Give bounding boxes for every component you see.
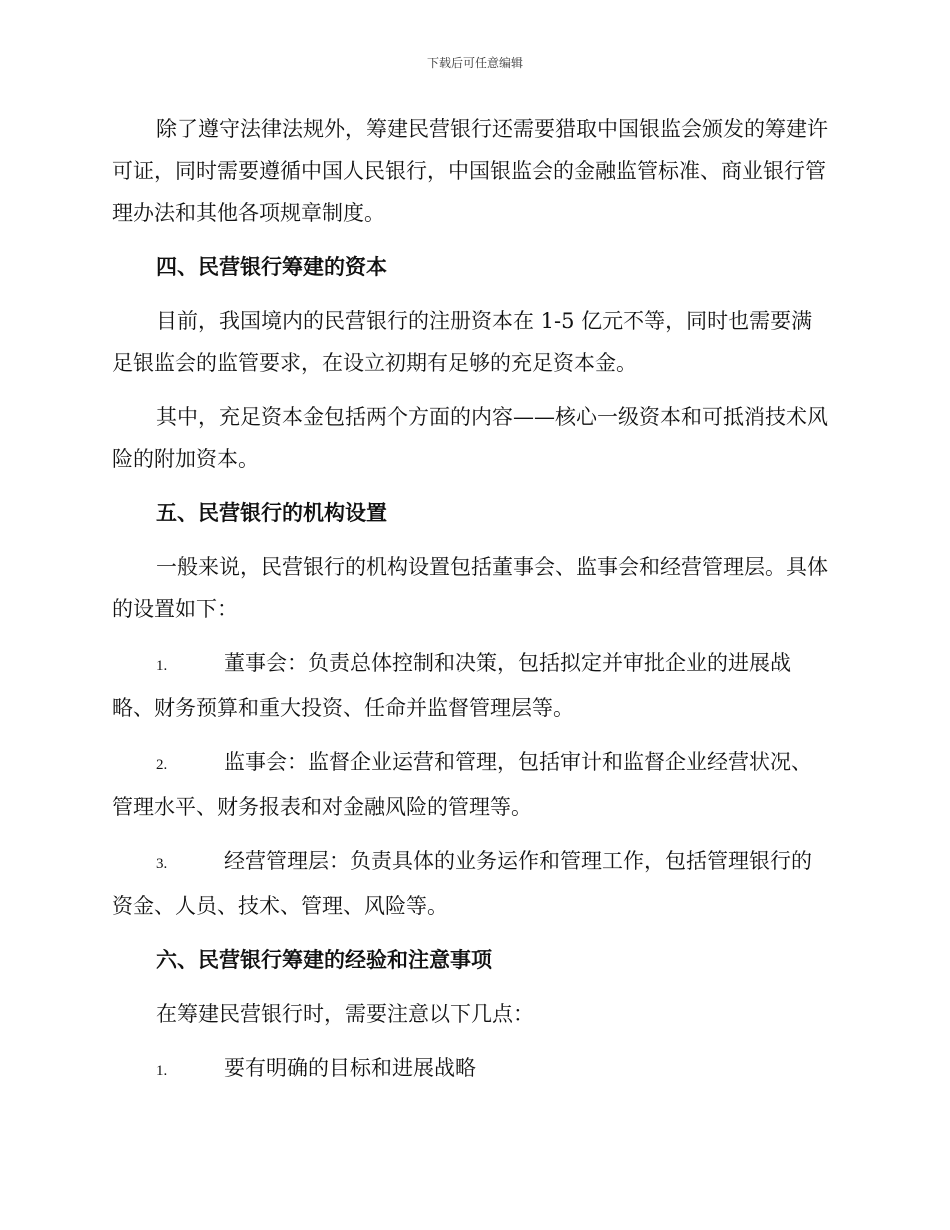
list-item-text: 经营管理层：负责具体的业务运作和管理工作，包括管理银行的资金、人员、技术、管理、风险等。 — [112, 849, 812, 918]
list-item — [112, 840, 832, 927]
section-heading-capital: 四、民营银行筹建的资本 — [156, 254, 387, 279]
list-item-text: 董事会：负责总体控制和决策，包括拟定并审批企业的进展战略、财务预算和重大投资、任命并监督管理层等。 — [112, 651, 791, 720]
section-heading-structure: 五、民营银行的机构设置 — [156, 500, 387, 525]
capital-paragraph-2: 其中，充足资本金包括两个方面的内容——核心一级资本和可抵消技术风险的附加资本。 — [112, 405, 828, 471]
section-heading-experience: 六、民营银行筹建的经验和注意事项 — [156, 947, 492, 972]
experience-intro: 在筹建民营银行时，需要注意以下几点： — [156, 1002, 534, 1026]
intro-paragraph: 除了遵守法律法规外，筹建民营银行还需要猎取中国银监会颁发的筹建许可证，同时需要遵循中国人民银行，中国银监会的金融监管标准、商业银行管理办法和其他各项规章制度。 — [112, 117, 828, 225]
list-item-text: 要有明确的目标和进展战略 — [224, 1056, 476, 1080]
list-number: 2. — [156, 757, 168, 773]
capital-paragraph-1: 目前，我国境内的民营银行的注册资本在 1-5 亿元不等，同时也需要满足银监会的监管要求，在设立初期有足够的充足资本金。 — [112, 309, 813, 375]
list-number: 3. — [156, 856, 168, 872]
list-item — [112, 741, 832, 828]
structure-intro: 一般来说，民营银行的机构设置包括董事会、监事会和经营管理层。具体的设置如下： — [112, 555, 828, 621]
document-body — [112, 108, 832, 1104]
list-item — [112, 1047, 832, 1092]
list-item-text: 监事会：监督企业运营和管理，包括审计和监督企业经营状况、管理水平、财务报表和对金融风险的管理等。 — [112, 750, 812, 819]
list-number: 1. — [156, 658, 168, 674]
page-header-note: 下载后可任意编辑 — [426, 56, 523, 70]
list-number: 1. — [156, 1063, 168, 1079]
list-item — [112, 642, 832, 729]
